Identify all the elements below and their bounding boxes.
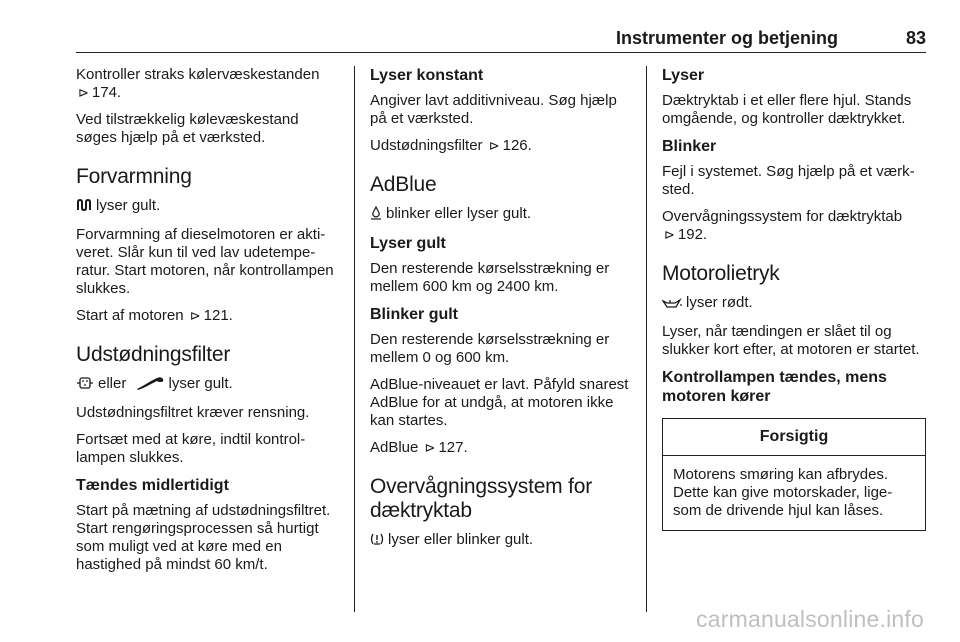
heading-lyser-konstant: Lyser konstant [370, 67, 484, 84]
ref-arrow-icon: ⊳ [488, 138, 500, 153]
filter-wrench-icon [135, 376, 165, 395]
range-paragraph-1: Den resterende kørselsstrækning er mellem 600 km og 2400 km. [370, 260, 610, 295]
column-2 [370, 66, 632, 560]
filter-indicator-line: eller lyser gult. [76, 375, 342, 395]
ref-arrow-icon: ⊳ [189, 308, 201, 323]
ref-arrow-icon: ⊳ [78, 85, 89, 100]
heading-lyser: Lyser [662, 67, 705, 84]
page-number: 83 [905, 28, 926, 48]
adblue-ref-line: AdBlue ⊳ 127. [370, 439, 468, 456]
page-ref[interactable]: 121. [203, 307, 233, 324]
column-divider-2 [646, 66, 647, 612]
oil-indicator-line: lyser rødt. [662, 294, 926, 314]
heading-blinker: Blinker [662, 138, 717, 155]
page-ref[interactable]: 174. [91, 84, 122, 101]
preheat-paragraph: Forvarmning af dieselmotoren er aktiveret. Slår kun til ved lav udetemperatur. Start motoren, når kontrollampen slukkes. [76, 226, 334, 297]
ref-arrow-icon: ⊳ [424, 440, 436, 455]
additive-paragraph: Angiver lavt additivniveau. Søg hjælp på et værksted. [370, 92, 617, 127]
column-1 [76, 66, 342, 583]
page-header [76, 28, 926, 50]
coolant-help-paragraph: Ved tilstrækkelig kølevæskestand søges hjælp på et værksted. [76, 111, 299, 146]
heading-udstodningsfilter: Udstødningsfilter [76, 343, 231, 366]
caution-box [662, 418, 926, 531]
filter-paragraph-1: Udstødningsfiltret kræver rensning. [76, 404, 310, 421]
column-divider-1 [354, 66, 355, 612]
preheat-indicator-line: lyser gult. [76, 197, 342, 217]
watermark: carmanualsonline.info [696, 606, 924, 632]
column-3 [662, 66, 926, 531]
heading-motorolietryk: Motorolietryk [662, 262, 780, 285]
adblue-indicator-line: blinker eller lyser gult. [370, 205, 632, 225]
exhaust-filter-ref-line: Udstødningsfilter ⊳ 126. [370, 137, 532, 154]
page-title: Instrumenter og betjening [615, 28, 838, 48]
heading-kontrollampen: Kontrollampen tændes, mens motoren kører [662, 369, 887, 405]
range-paragraph-2: Den resterende kørselsstrækning er mellem 0 og 600 km. [370, 331, 610, 366]
engine-start-ref-line: Start af motoren ⊳ 121. [76, 307, 233, 324]
page-ref[interactable]: 127. [438, 439, 468, 456]
system-fault-paragraph: Fejl i systemet. Søg hjælp på et værksted. [662, 163, 915, 198]
oil-can-icon [662, 296, 682, 314]
header-rule [76, 52, 926, 53]
coolant-paragraph: Kontroller straks kølervæskestanden ⊳ 174. [76, 66, 320, 101]
adblue-drop-icon [370, 206, 382, 225]
tire-loss-paragraph: Dæktryktab i et eller flere hjul. Stands omgående, og kontroller dæktrykket. [662, 92, 912, 127]
caution-title: Forsigtig [663, 419, 925, 456]
heading-lyser-gult: Lyser gult [370, 235, 446, 252]
exhaust-filter-icon [76, 376, 94, 395]
heading-taendes-midlertidigt: Tændes midlertidigt [76, 477, 229, 494]
preheat-coil-icon [76, 198, 92, 217]
oil-paragraph: Lyser, når tændingen er slået til og slukker kort efter, at motoren er startet. [662, 323, 920, 358]
page-ref[interactable]: 126. [502, 137, 532, 154]
heading-adblue: AdBlue [370, 173, 437, 196]
filter-paragraph-2: Fortsæt med at køre, indtil kontrollampen slukkes. [76, 431, 306, 466]
tire-system-ref-line: Overvågningssystem for dæktryktab ⊳ 192. [662, 208, 903, 243]
adblue-low-paragraph: AdBlue-niveauet er lavt. Påfyld snarest AdBlue for at undgå, at motoren ikke kan startes. [370, 376, 629, 429]
tire-indicator-line: lyser eller blinker gult. [370, 531, 632, 551]
temporary-paragraph: Start på mætning af udstødningsfiltret. Start rengøringsprocessen så hurtigt som muligt ved at køre med en hastighed på mindst 60 km/t. [76, 502, 331, 573]
caution-body: Motorens smøring kan afbrydes. Dette kan give motorskader, ligesom de drivende hjul kan låses. [673, 466, 893, 519]
ref-arrow-icon: ⊳ [664, 227, 675, 242]
heading-forvarmning: Forvarmning [76, 165, 192, 188]
page-ref[interactable]: 192. [677, 226, 708, 243]
heading-overvagningssystem: Overvågningssystem for dæktryktab [370, 475, 593, 522]
heading-blinker-gult: Blinker gult [370, 306, 459, 323]
tire-pressure-icon [370, 532, 384, 551]
